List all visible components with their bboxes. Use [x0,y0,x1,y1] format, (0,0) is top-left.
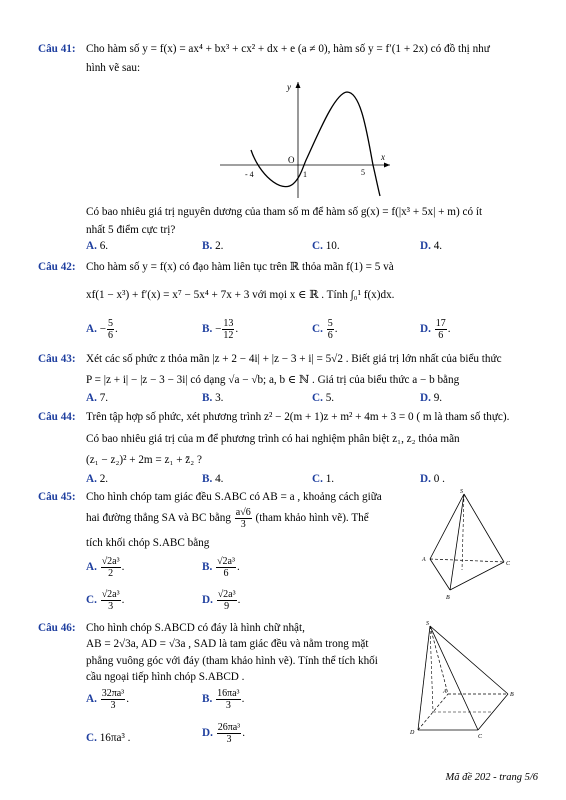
option-d[interactable] [420,240,442,252]
option-key: C. [312,323,323,336]
vertex-s-label: S [460,489,463,495]
question-label: Câu 41: [38,43,76,55]
option-value: 16πa³ . [99,732,131,744]
option-d[interactable]: D. $\frac{\text{26πa³}}{3}$ . [202,722,245,745]
option-key: B. [202,323,213,336]
question-stem-cont [86,507,369,530]
option-key: A. [86,323,97,336]
question-stem-cont: P = |z + i| − |z − 3 − 3i| có dạng √a − √b; a, b ∈ ℕ . Giá trị của biểu thức a − b bằng [86,374,460,386]
option-key: B. [202,561,213,574]
tick-label-1: 1 [303,170,307,179]
option-key: C. [312,240,323,252]
fraction-numerator: 13 [223,318,234,329]
vertex-s-label: S [426,621,429,627]
option-a[interactable]: A. $\frac{\text{√2a³}}{2}$ . [86,556,125,579]
question-stem-cont: Có bao nhiêu giá trị của m để phương trình có hai nghiệm phân biệt z₁, z₂ thỏa mãn [86,433,460,445]
option-value: 2. [215,240,224,252]
option-value: 5. [325,392,335,404]
option-d[interactable]: D. $\frac{17}{6}$ . [420,318,451,341]
option-key: B. [202,693,213,706]
question-stem-cont: hình vẽ sau: [86,62,141,74]
vertex-b-label: B [510,692,514,698]
option-value: 4. [433,240,443,252]
option-value: 6. [99,240,109,252]
fraction-numerator: 5 [327,318,333,329]
option-key: B. [202,473,213,485]
option-c[interactable] [86,732,130,744]
option-c[interactable] [312,392,334,404]
question-label: Câu 44: [38,411,76,423]
option-key: D. [202,594,213,607]
fraction-denominator: 6 [438,330,444,341]
fraction-denominator: 3 [225,700,231,711]
stem-text: hai đường thẳng SA và BC bằng [86,512,231,525]
vertex-a-label: A [443,689,447,695]
option-d[interactable] [420,392,442,404]
option-fraction [216,688,241,711]
option-fraction [107,318,114,341]
option-value: 0 . [433,473,445,485]
vertex-a-label: A [422,557,426,563]
option-key: B. [202,240,213,252]
fraction-denominator: 12 [223,330,234,341]
vertex-c-label: C [478,734,483,740]
option-sign: − [99,323,106,336]
option-b[interactable] [202,473,223,485]
question-stem-cont: xf(1 − x³) + f′(x) = x⁷ − 5x⁴ + 7x + 3 với mọi x ∈ ℝ . Tính ∫₀¹ f(x)dx. [86,289,395,301]
option-value: 2. [99,473,109,485]
fraction-numerator: √2a³ [217,589,236,600]
fraction-numerator: √2a³ [101,556,120,567]
option-fraction [101,556,121,579]
curve-line [251,92,380,196]
option-value: 4. [215,473,224,485]
vertex-d-label: D [410,730,415,736]
tick-label-5: 5 [361,168,365,177]
question-ask: Có bao nhiêu giá trị nguyên dương của tham số m để hàm số g(x) = f(|x³ + 5x| + m) có ít [86,206,483,218]
axis-y-label: y [287,82,291,92]
fraction-denominator: 2 [108,568,114,579]
vertex-b-label: B [446,595,450,601]
option-c[interactable]: C. $\frac{\text{√2a³}}{3}$ . [86,589,125,612]
option-c[interactable] [312,240,340,252]
fraction-numerator: 17 [435,318,446,329]
derivative-graph [215,78,395,203]
axis-x-label: x [381,152,385,162]
question-stem-cont2: (z₁ − z₂)² + 2m = z₁ + z̄₂ ? [86,454,202,466]
option-c[interactable]: C. $\frac{5}{6}$ . [312,318,338,341]
option-a[interactable] [86,473,108,485]
option-value: 1. [325,473,335,485]
option-key: A. [86,392,97,404]
vertex-c-label: C [506,561,511,567]
option-value: 7. [99,392,109,404]
option-b[interactable]: B. $\frac{\text{16πa³}}{3}$ . [202,688,245,711]
option-sign: − [215,323,222,336]
option-a[interactable] [86,392,108,404]
fraction-denominator: 3 [240,519,246,530]
option-b[interactable]: B. − $\frac{13}{12}$ . [202,318,239,341]
fraction-numerator: √2a³ [101,589,120,600]
option-a[interactable]: A. $\frac{\text{32πa³}}{3}$ . [86,688,129,711]
option-b[interactable] [202,240,223,252]
option-key: C. [86,732,97,744]
option-value: 10. [325,240,340,252]
fraction-numerator: a√6 [235,507,251,518]
question-label: Câu 43: [38,353,76,365]
option-value: 9. [433,392,443,404]
option-fraction [435,318,447,341]
option-key: B. [202,392,213,404]
question-43 [38,352,538,367]
origin-label: O [288,155,295,165]
option-key: D. [202,727,213,740]
question-stem: Cho hình chóp tam giác đều S.ABC có AB = a , khoảng cách giữa [86,491,382,503]
question-label: Câu 45: [38,491,76,503]
page-footer: Mã đề 202 - trang 5/6 [445,772,538,783]
option-b[interactable] [202,392,223,404]
fraction-denominator: 9 [224,601,230,612]
option-key: D. [420,323,431,336]
pyramid-figure [408,618,526,740]
fraction-denominator: 6 [223,568,229,579]
fraction-numerator: 5 [108,318,113,329]
fraction-numerator: 26πa³ [217,722,241,733]
question-stem-cont: AB = 2√3a, AD = √3a , SAD là tam giác đều và nằm trong mặt [86,638,369,650]
distance-fraction [235,507,252,530]
question-42 [38,260,538,275]
question-stem-cont2: tích khối chóp S.ABC bằng [86,537,210,549]
fraction-denominator: 6 [108,330,113,341]
question-41 [38,42,538,57]
fraction-denominator: 3 [226,734,232,745]
question-stem: Cho hàm số y = f(x) = ax⁴ + bx³ + cx² + dx + e (a ≠ 0), hàm số y = f′(1 + 2x) có đồ thị như [86,43,490,55]
tetrahedron-figure [418,486,528,606]
option-fraction [216,556,236,579]
fraction-numerator: √2a³ [217,556,235,567]
option-a[interactable] [86,240,108,252]
option-key: D. [420,240,431,252]
fraction-denominator: 6 [327,330,333,341]
question-stem: Cho hình chóp S.ABCD có đáy là hình chữ nhật, [86,622,305,634]
option-fraction [217,722,242,745]
option-fraction [101,688,126,711]
question-stem: Trên tập hợp số phức, xét phương trình z² − 2(m + 1)z + m² + 4m + 3 = 0 ( m là tham số thực). [86,411,510,423]
option-key: A. [86,693,97,706]
option-key: D. [420,473,431,485]
option-fraction [101,589,121,612]
tick-label-minus4: - 4 [245,170,254,179]
option-d[interactable] [420,473,445,485]
option-d[interactable]: D. $\frac{\text{√2a³}}{9}$ . [202,589,241,612]
question-label: Câu 42: [38,261,76,273]
question-ask-cont: nhất 5 điểm cực trị? [86,224,176,236]
option-key: C. [312,392,323,404]
fraction-numerator: 32πa³ [101,688,125,699]
question-46 [38,621,428,636]
option-fraction [217,589,237,612]
stem-text: (tham khảo hình vẽ). Thể [255,512,369,525]
option-b[interactable]: B. $\frac{\text{√2a³}}{6}$ . [202,556,240,579]
fraction-numerator: 16πa³ [217,688,240,699]
option-fraction [327,318,334,341]
question-45 [38,490,428,505]
fraction-denominator: 3 [110,700,116,711]
option-key: A. [86,561,97,574]
option-c[interactable] [312,473,334,485]
question-44 [38,410,538,425]
option-key: D. [420,392,431,404]
option-fraction [222,318,234,341]
option-key: A. [86,473,97,485]
option-a[interactable]: A. − $\frac{5}{6}$ . [86,318,118,341]
question-stem-cont3: cầu ngoại tiếp hình chóp S.ABCD . [86,671,245,683]
question-stem-cont2: phẳng vuông góc với đáy (tham khảo hình vẽ). Tính thể tích khối [86,655,378,667]
option-key: C. [312,473,323,485]
option-value: 3. [215,392,224,404]
fraction-denominator: 3 [108,601,114,612]
option-key: A. [86,240,97,252]
option-key: C. [86,594,97,607]
question-stem: Cho hàm số y = f(x) có đạo hàm liên tục trên ℝ thỏa mãn f(1) = 5 và [86,261,394,273]
question-stem: Xét các số phức z thỏa mãn |z + 2 − 4i| + |z − 3 + i| = 5√2 . Biết giá trị lớn nhất của biểu thức [86,353,502,365]
question-label: Câu 46: [38,622,76,634]
